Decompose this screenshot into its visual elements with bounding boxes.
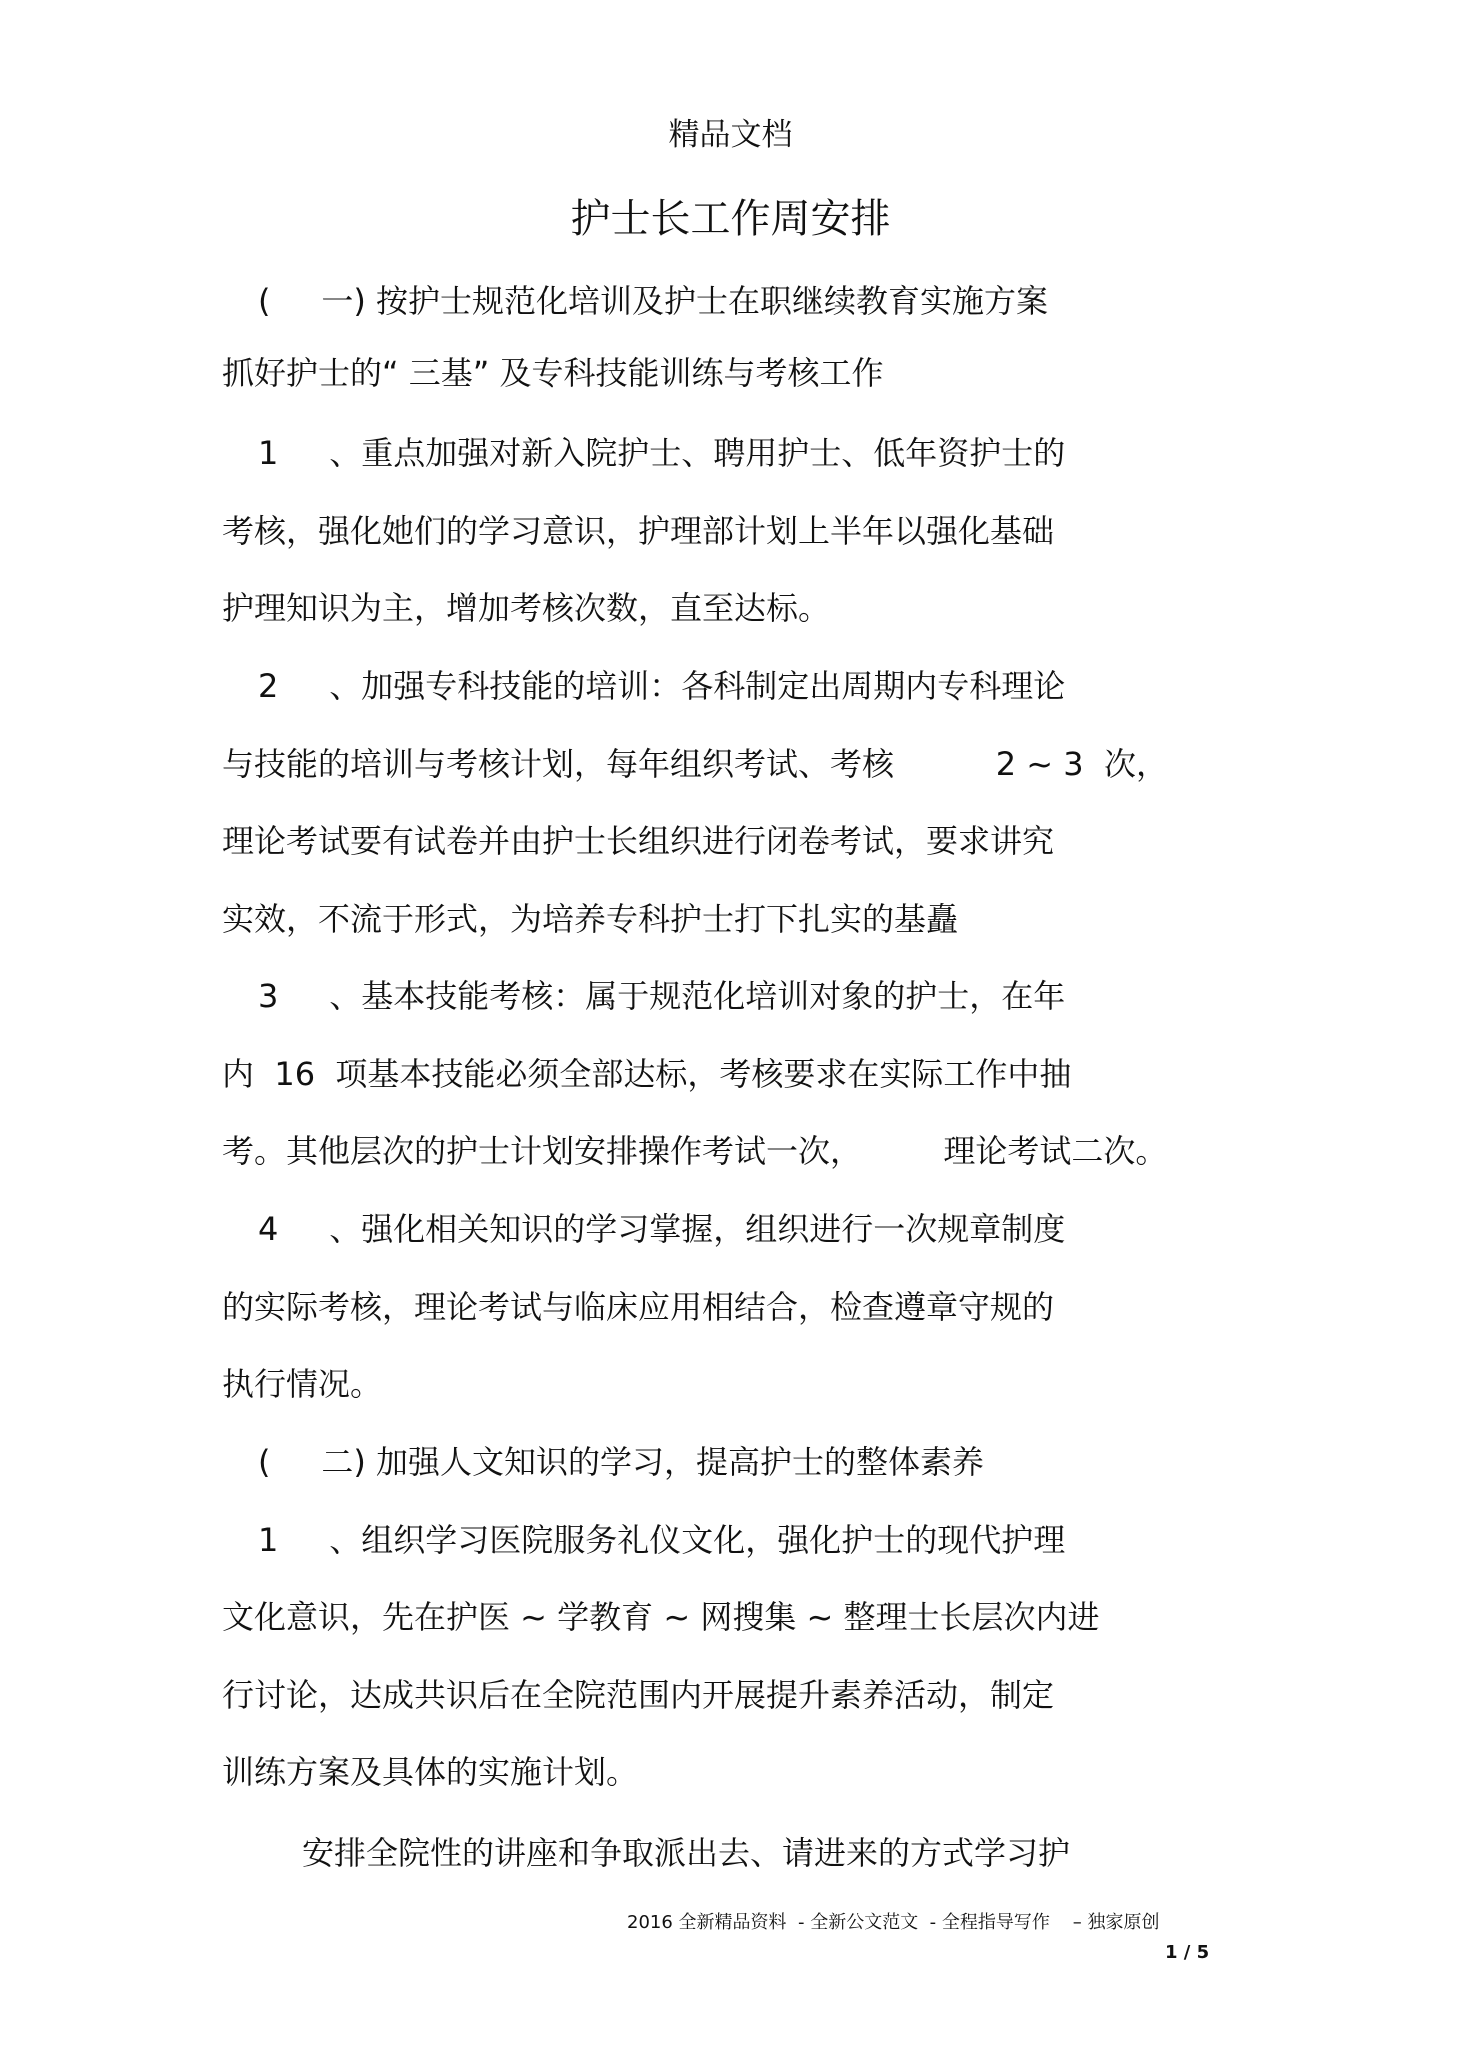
body-line: 抓好护士的“ 三基” 及专科技能训练与考核工作 (222, 354, 884, 392)
body-line: 的实际考核，理论考试与临床应用相结合，检查遵章守规的 (222, 1288, 1055, 1326)
body-line: 实效，不流于形式，为培养专科护士打下扎实的基矗 (222, 900, 959, 938)
body-line: 内 16 项基本技能必须全部达标，考核要求在实际工作中抽 (222, 1055, 1072, 1093)
body-line: 4 、强化相关知识的学习掌握，组织进行一次规章制度 (258, 1210, 1066, 1248)
body-line: 行讨论，达成共识后在全院范围内开展提升素养活动，制定 (222, 1676, 1055, 1714)
body-line: 护理知识为主，增加考核次数，直至达标。 (222, 589, 831, 627)
body-line: 考核，强化她们的学习意识，护理部计划上半年以强化基础 (222, 512, 1055, 550)
body-line: 2 、加强专科技能的培训：各科制定出周期内专科理论 (258, 667, 1066, 705)
body-line: 1 、重点加强对新入院护士、聘用护士、低年资护士的 (258, 434, 1066, 472)
body-line: 文化意识，先在护医 ~ 学教育 ~ 网搜集 ~ 整理士长层次内进 (222, 1598, 1100, 1636)
body-line: 3 、基本技能考核：属于规范化培训对象的护士，在年 (258, 977, 1066, 1015)
body-line: 训练方案及具体的实施计划。 (222, 1753, 639, 1791)
body-line: 安排全院性的讲座和争取派出去、请进来的方式学习护 (302, 1834, 1071, 1872)
body-line: 理论考试要有试卷并由护士长组织进行闭卷考试，要求讲究 (222, 822, 1055, 860)
body-line: 执行情况。 (222, 1365, 383, 1403)
footer-text: 2016 全新精品资料 - 全新公文范文 - 全程指导写作 – 独家原创 (627, 1912, 1160, 1933)
body-line: 1 、组织学习医院服务礼仪文化，强化护士的现代护理 (258, 1521, 1066, 1559)
body-line: ( 一) 按护士规范化培训及护士在职继续教育实施方案 (258, 282, 1049, 320)
header-label: 精品文档 (668, 117, 793, 153)
body-line: 考。其他层次的护士计划安排操作考试一次， 理论考试二次。 (222, 1132, 1168, 1170)
page-number: 1 / 5 (1165, 1942, 1210, 1963)
document-title: 护士长工作周安排 (570, 196, 891, 242)
body-line: ( 二) 加强人文知识的学习，提高护士的整体素养 (258, 1443, 985, 1481)
body-line: 与技能的培训与考核计划，每年组织考试、考核 2 ~ 3 次， (222, 745, 1168, 783)
